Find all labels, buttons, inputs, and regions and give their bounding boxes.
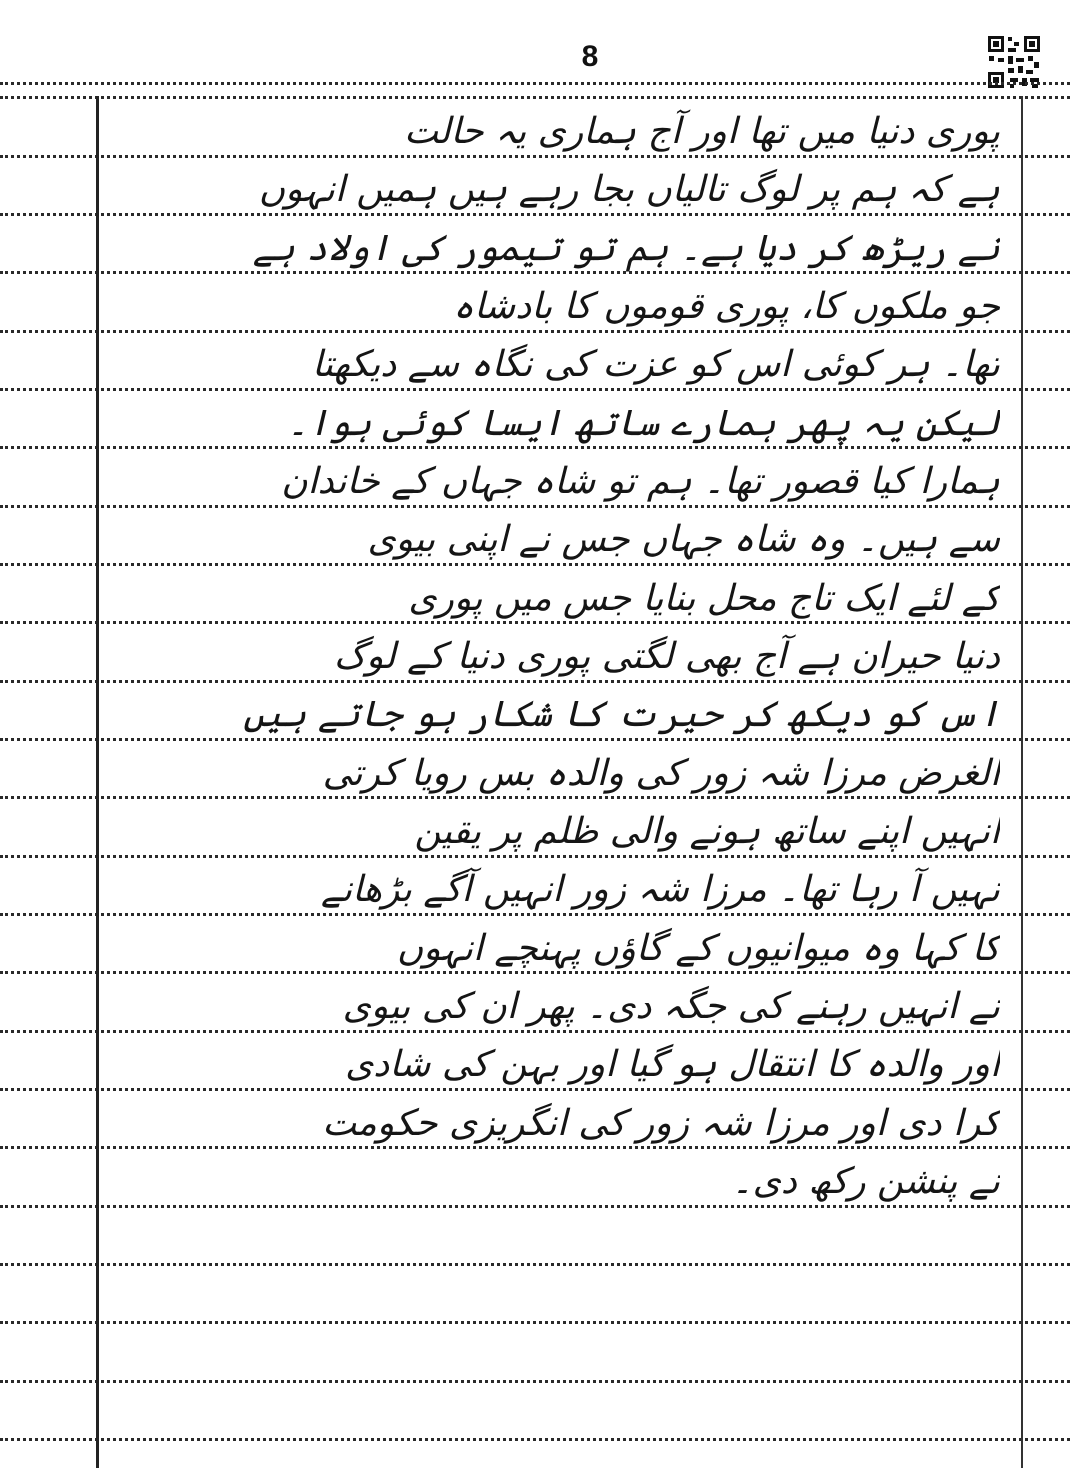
ruled-line [0,82,1070,85]
handwritten-line: سے ہیں۔ وہ شاہ جہاں جس نے اپنی بیوی [367,519,1000,560]
left-margin-line [96,96,99,1468]
handwritten-line: تھا۔ ہر کوئی اس کو عزت کی نگاہ سے دیکھتا [311,344,1000,385]
ruled-line [0,1380,1070,1383]
handwritten-line: ہمارا کیا قصور تھا۔ ہم تو شاہ جہاں کے خاندان [281,461,1000,502]
handwritten-line: نہیں آ رہا تھا۔ مرزا شہ زور انہیں آگے بڑھانے [320,869,1000,910]
handwritten-line: دنیا حیران ہے آج بھی لگتی پوری دنیا کے لوگ [333,636,1000,677]
ruled-line [0,1263,1070,1266]
handwritten-line: اور والدہ کا انتقال ہو گیا اور بہن کی شادی [345,1044,1000,1085]
handwritten-line: کرا دی اور مرزا شہ زور کی انگریزی حکومت [322,1103,1000,1144]
page-number: 8 [581,40,599,73]
handwritten-line: نے ریڑھ کر دیا ہے۔ ہم تو تیمور کی اولاد ہے [252,228,1000,269]
handwritten-line: ہے کہ ہم پر لوگ تالیاں بجا رہے ہیں ہمیں انہوں [258,169,1000,210]
handwritten-line: انہیں اپنے ساتھ ہونے والی ظلم پر یقین [414,811,1000,852]
handwritten-line: اس کو دیکھ کر حیرت کا شکار ہو جاتے ہیں [243,694,1000,735]
ruled-line [0,96,1070,99]
handwritten-line: الغرض مرزا شہ زور کی والدہ بس رویا کرتی [322,753,1000,794]
handwritten-line: نے انہیں رہنے کی جگہ دی۔ پھر ان کی بیوی [342,986,1000,1027]
handwritten-line: جو ملکوں کا، پوری قوموں کا بادشاہ [452,286,1000,327]
handwritten-line: نے پنشن رکھ دی۔ [731,1161,1000,1202]
right-margin-line [1021,96,1023,1468]
handwritten-line: پوری دنیا میں تھا اور آج ہماری یہ حالت [404,111,1000,152]
handwritten-line: لیکن یہ پھر ہمارے ساتھ ایسا کوئی ہوا۔ [287,403,1000,444]
ruled-line [0,1438,1070,1441]
ruled-line [0,1321,1070,1324]
handwritten-line: کا کہا وہ میوانیوں کے گاؤں پہنچے انہوں [396,928,1000,969]
handwritten-line: کے لئے ایک تاج محل بنایا جس میں پوری [408,578,1000,619]
